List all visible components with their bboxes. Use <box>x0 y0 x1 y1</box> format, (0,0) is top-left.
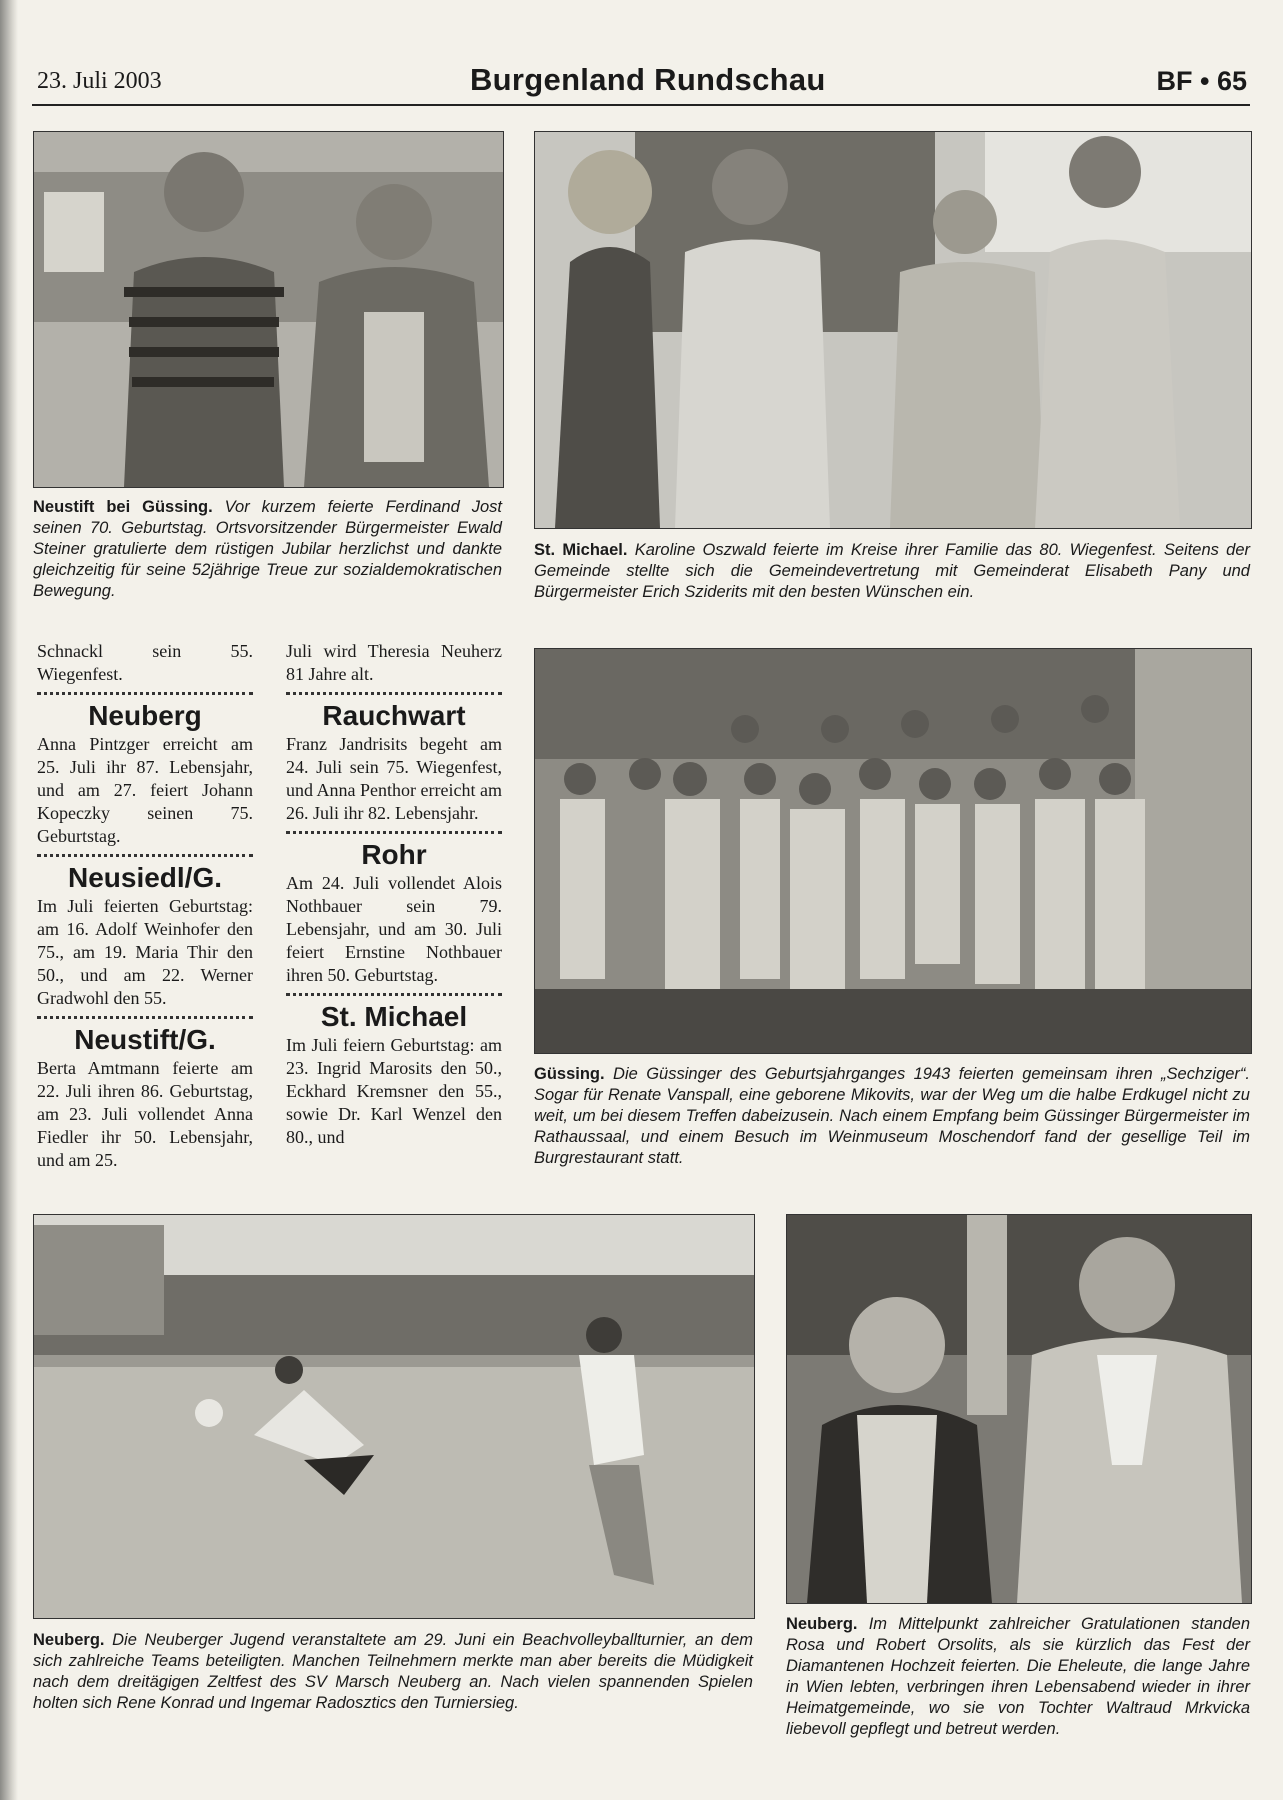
caption-place: Neuberg. <box>33 1631 105 1649</box>
caption-neustift <box>33 497 502 602</box>
caption-text: Vor kurzem feierte Ferdinand Jost seinen 70. Geburtstag. Ortsvorsitzender Bürgermeister Ewald Steiner gratulierte dem rüstigen Jubilar herzlichst und dankte gleichzeitig für seine 52jährige Treue zur sozialdemokratischen Bewegung. <box>33 498 502 600</box>
column-intro: Schnackl sein 55. Wiegenfest. <box>37 641 253 684</box>
newspaper-title: Burgenland Rundschau <box>470 62 826 97</box>
page-number: BF • 65 <box>1156 66 1247 96</box>
caption-text: Die Neuberger Jugend veranstaltete am 29. Juni ein Beachvolleyballturnier, an dem sich zahlreiche Teams beteiligten. Manchen Teilnehmern merkte man aber bereits die Müdigkeit nach dem dreitägigen Zeltfest des SV Marsch Neuberg an. Nach vielen spannenden Spielen holten sich Rene Konrad und Ingemar Radosztics den Turniersieg. <box>33 1631 753 1712</box>
section-heading: St. Michael <box>320 1001 468 1032</box>
photo-st-michael-image <box>535 132 1251 528</box>
photo-neustift <box>33 131 504 488</box>
caption-text: Im Mittelpunkt zahlreicher Gratulationen standen Rosa und Robert Orsolits, als sie kürzlich das Fest der Diamantenen Hochzeit feierten. Die Eheleute, die lange Jahre in Wien lebten, verbringen ihren Lebensabend wieder in ihrer Heimatgemeinde, wo sie von Tochter Waltraud Mrkvicka liebevoll gepflegt und betreut werden. <box>786 1615 1251 1738</box>
photo-guessing-image <box>535 649 1251 1053</box>
caption-text: Die Güssinger des Geburtsjahrganges 1943 feierten gemeinsam ihren „Sechziger“. Sogar für Renate Vanspall, eine geborene Mikovits, war der Weg um die halbe Erdkugel nicht zu weit, um bei diesem Treffen dabeizusein. Nach einem Empfang beim Güssinger Bürgermeister im Rathaussaal, und einem Besuch im Weinmuseum Moschendorf fand der gesellige Teil im Burgrestaurant statt. <box>534 1065 1250 1167</box>
dotted-divider <box>37 854 253 857</box>
photo-st-michael <box>534 131 1252 529</box>
section-text: Franz Jandrisits begeht am 24. Juli sein 75. Wiegenfest, und Anna Penthor erreicht am 26. Juli ihr 82. Lebensjahr. <box>286 734 502 823</box>
photo-neuberg-couple-image <box>787 1215 1251 1603</box>
caption-guessing <box>534 1064 1250 1169</box>
section-text: Am 24. Juli vollendet Alois Nothbauer sein 79. Lebensjahr, und am 30. Juli feiert Ernstine Nothbauer ihren 50. Geburtstag. <box>286 873 502 985</box>
caption-neuberg-couple <box>786 1614 1250 1740</box>
photo-guessing-group <box>534 648 1252 1054</box>
caption-place: St. Michael. <box>534 541 628 559</box>
photo-neuberg-volleyball <box>33 1214 755 1619</box>
section-text: Berta Amtmann feierte am 22. Juli ihren 86. Geburtstag, am 23. Juli vollendet Anna Fiedler ihr 50. Lebensjahr, und am 25. <box>37 1058 253 1170</box>
page-edge-shadow <box>0 0 18 1800</box>
issue-date: 23. Juli 2003 <box>37 68 162 94</box>
photo-neuberg-couple <box>786 1214 1252 1604</box>
column-intro: Juli wird Theresia Neuherz 81 Jahre alt. <box>286 641 502 684</box>
section-text: Im Juli feiern Geburtstag: am 23. Ingrid Marosits den 50., Eckhard Kremsner den 55., sowie Dr. Karl Wenzel den 80., und <box>286 1035 502 1147</box>
section-text: Im Juli feierten Geburtstag: am 16. Adolf Weinhofer den 75., am 19. Maria Thir den 50., und am 22. Werner Gradwohl den 55. <box>37 896 253 1008</box>
section-heading: Neuberg <box>88 700 202 731</box>
birthday-column-middle <box>286 640 502 1149</box>
section-heading: Neustift/G. <box>74 1024 216 1055</box>
photo-neuberg-volleyball-image <box>34 1215 754 1618</box>
section-text: Anna Pintzger erreicht am 25. Juli ihr 87. Lebensjahr, und am 27. feiert Johann Kopeczky seinen 75. Geburtstag. <box>37 734 253 846</box>
dotted-divider <box>286 692 502 695</box>
section-heading: Rohr <box>361 839 427 870</box>
caption-st-michael <box>534 540 1250 603</box>
section-heading: Rauchwart <box>322 700 466 731</box>
header-rule <box>32 104 1250 106</box>
dotted-divider <box>286 831 502 834</box>
dotted-divider <box>286 993 502 996</box>
caption-place: Neuberg. <box>786 1615 858 1633</box>
caption-neuberg-volleyball <box>33 1630 753 1714</box>
dotted-divider <box>37 692 253 695</box>
photo-neustift-image <box>34 132 503 487</box>
caption-place: Güssing. <box>534 1065 605 1083</box>
caption-text: Karoline Oszwald feierte im Kreise ihrer Familie das 80. Wiegenfest. Seitens der Gemeinde stellte sich die Gemeindevertretung mit Gemeinderat Elisabeth Pany und Bürgermeister Erich Sziderits mit den besten Wünschen ein. <box>534 541 1250 601</box>
birthday-column-left <box>37 640 253 1172</box>
caption-place: Neustift bei Güssing. <box>33 498 213 516</box>
section-heading: Neusiedl/G. <box>67 862 223 893</box>
dotted-divider <box>37 1016 253 1019</box>
